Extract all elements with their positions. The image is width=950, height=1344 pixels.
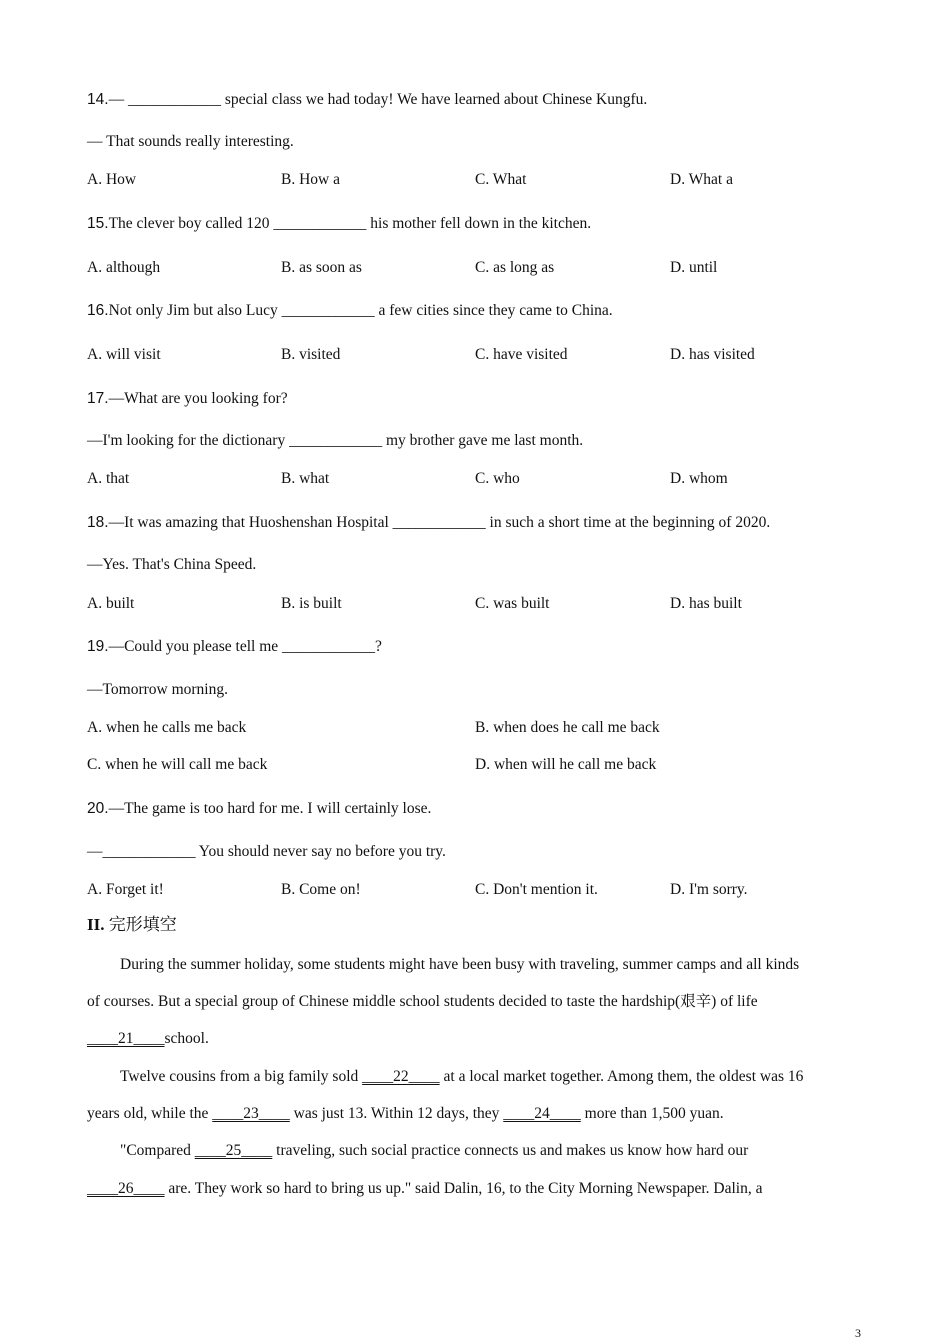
question-18-line-1: 18.—It was amazing that Huoshenshan Hospital ____________ in such a short time at the beginning of 2020. [87, 514, 771, 531]
option-c: C. as long as [475, 259, 555, 276]
option-a: A. How [87, 171, 137, 188]
question-19-line-2: —Tomorrow morning. [87, 681, 228, 698]
option-b: B. when does he call me back [475, 719, 660, 736]
passage-line: ____26____ are. They work so hard to bring us up." said Dalin, 16, to the City Morning Newspaper. Dalin, a [87, 1180, 763, 1197]
question-15-line-1: 15.The clever boy called 120 ____________ his mother fell down in the kitchen. [87, 215, 592, 232]
section-heading [87, 915, 177, 935]
question-18-line-2: —Yes. That's China Speed. [87, 556, 257, 573]
question-17-line-2: —I'm looking for the dictionary ____________ my brother gave me last month. [87, 432, 584, 449]
option-b: B. Come on! [281, 881, 361, 898]
option-c: C. was built [475, 595, 550, 612]
page-number: 3 [855, 1326, 861, 1340]
question-number: 14. [87, 91, 109, 108]
question-19-line-1: 19.—Could you please tell me ____________? [87, 638, 382, 655]
question-number: 17. [87, 390, 109, 407]
blank-22: ____22____ [362, 1068, 440, 1085]
section-roman: II. [87, 915, 105, 934]
question-16-line-1: 16.Not only Jim but also Lucy ____________ a few cities since they came to China. [87, 302, 613, 319]
question-20-line-1: 20.—The game is too hard for me. I will certainly lose. [87, 800, 432, 817]
question-14-line-1: 14.— ____________ special class we had today! We have learned about Chinese Kungfu. [87, 91, 648, 108]
question-number: 19. [87, 638, 109, 655]
option-d: D. when will he call me back [475, 756, 657, 773]
option-d: D. has visited [670, 346, 755, 363]
question-14-line-2: — That sounds really interesting. [87, 133, 294, 150]
question-number: 16. [87, 302, 109, 319]
option-c: C. What [475, 171, 527, 188]
option-d: D. until [670, 259, 718, 276]
passage-line: During the summer holiday, some students might have been busy with traveling, summer camps and all kinds [120, 956, 800, 973]
passage-line: ____21____school. [87, 1030, 209, 1047]
blank-24: ____24____ [503, 1105, 581, 1122]
section-title: 完形填空 [108, 915, 177, 935]
option-d: D. whom [670, 470, 728, 487]
option-a: A. built [87, 595, 135, 612]
option-d: D. What a [670, 171, 733, 188]
option-b: B. what [281, 470, 330, 487]
option-b: B. is built [281, 595, 342, 612]
passage-line: Twelve cousins from a big family sold ____22____ at a local market together. Among them, the oldest was 16 [120, 1068, 804, 1085]
option-b: B. How a [281, 171, 340, 188]
option-a: A. although [87, 259, 161, 276]
option-a: A. will visit [87, 346, 161, 363]
blank-26: ____26____ [87, 1180, 165, 1197]
option-d: D. has built [670, 595, 742, 612]
passage-line: years old, while the ____23____ was just 13. Within 12 days, they ____24____ more than 1,500 yuan. [87, 1105, 724, 1122]
question-number: 15. [87, 215, 109, 232]
option-c: C. who [475, 470, 520, 487]
option-a: A. Forget it! [87, 881, 164, 898]
option-a: A. that [87, 470, 130, 487]
option-c: C. when he will call me back [87, 756, 268, 773]
question-number: 18. [87, 514, 109, 531]
option-b: B. as soon as [281, 259, 362, 276]
passage-line: "Compared ____25____ traveling, such social practice connects us and makes us know how hard our [120, 1142, 749, 1159]
blank-25: ____25____ [194, 1142, 273, 1159]
option-c: C. have visited [475, 346, 568, 363]
option-d: D. I'm sorry. [670, 881, 748, 898]
passage-line: of courses. But a special group of Chinese middle school students decided to taste the hardship(艰辛) of life [87, 993, 758, 1010]
option-c: C. Don't mention it. [475, 881, 598, 898]
question-number: 20. [87, 800, 109, 817]
blank-23: ____23____ [212, 1105, 290, 1122]
question-20-line-2: —____________ You should never say no before you try. [87, 843, 446, 860]
blank-21: ____21____ [87, 1030, 165, 1047]
question-17-line-1: 17.—What are you looking for? [87, 390, 288, 407]
option-a: A. when he calls me back [87, 719, 247, 736]
option-b: B. visited [281, 346, 341, 363]
